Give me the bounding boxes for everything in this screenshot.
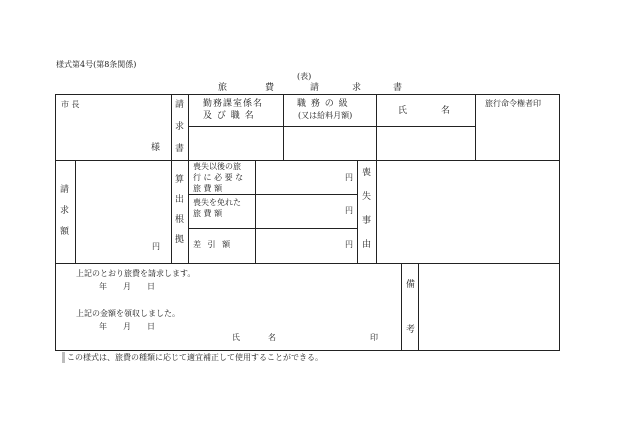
grade-header: (又は給料月額) — [298, 111, 353, 120]
vertical-char: 出 — [175, 195, 185, 205]
v-line — [188, 94, 189, 263]
name-header: 名 — [441, 106, 451, 116]
vertical-char: 備 — [406, 280, 416, 290]
item1-label: 旅 費 額 — [193, 184, 223, 193]
v-line — [283, 94, 284, 160]
authority-header: 旅行命令権者印 — [485, 99, 541, 108]
yen-label: 円 — [345, 206, 353, 215]
sign-name-label: 名 — [268, 333, 276, 342]
vertical-char: 額 — [60, 227, 70, 237]
statement-request: 上記のとおり旅費を請求します。 — [76, 269, 196, 278]
date-year: 年 — [99, 282, 107, 291]
vertical-char: 請 — [175, 100, 185, 110]
item2-label: 旅 費 額 — [193, 209, 223, 218]
sign-name-label: 氏 — [232, 333, 240, 342]
v-line — [376, 160, 377, 263]
statement-receipt: 上記の金額を領収しました。 — [76, 309, 180, 318]
border-bottom — [55, 350, 560, 351]
h-line — [188, 126, 475, 127]
vertical-char: 事 — [362, 216, 372, 226]
h-line — [55, 160, 560, 161]
mayor-label: 市 長 — [61, 100, 80, 109]
v-line — [357, 160, 358, 263]
date-month: 月 — [123, 282, 131, 291]
title-char: 旅 — [218, 83, 228, 93]
vertical-char: 請 — [60, 185, 70, 195]
side-label: (表) — [297, 72, 312, 81]
form-number: 様式第4号(第8条関係) — [56, 60, 137, 69]
border-top — [55, 94, 560, 95]
v-line — [418, 263, 419, 351]
vertical-char: 求 — [175, 122, 185, 132]
date-year: 年 — [99, 322, 107, 331]
v-line — [171, 94, 172, 263]
border-right — [559, 94, 560, 351]
date-day: 日 — [147, 282, 155, 291]
vertical-char: 由 — [362, 240, 372, 250]
vertical-char: 考 — [406, 325, 416, 335]
title-char: 求 — [352, 83, 362, 93]
item1-label: 喪失以後の旅 — [193, 162, 241, 171]
v-line — [255, 160, 256, 263]
title-char: 請 — [310, 83, 320, 93]
item1-label: 行 に 必 要 な — [193, 173, 244, 182]
v-line — [475, 94, 476, 160]
yen-label: 円 — [345, 240, 353, 249]
vertical-char: 書 — [175, 144, 185, 154]
name-header: 氏 — [398, 106, 408, 116]
v-line — [401, 263, 402, 351]
border-left — [55, 94, 56, 351]
grade-header: 職 務 の 級 — [297, 99, 349, 109]
h-line — [55, 263, 560, 264]
vertical-char: 根 — [175, 215, 185, 225]
dept-header: 勤務課室係名 — [203, 99, 264, 109]
seal-label: 印 — [370, 333, 378, 342]
h-line — [188, 228, 357, 229]
dept-header: 及 び 職 名 — [203, 111, 255, 121]
vertical-char: 求 — [60, 206, 70, 216]
title-char: 書 — [393, 83, 403, 93]
vertical-char: 算 — [175, 175, 185, 185]
item3-label: 差 引 額 — [193, 240, 233, 249]
v-line — [75, 160, 76, 263]
h-line — [188, 194, 357, 195]
item2-label: 喪失を免れた — [193, 198, 241, 207]
date-month: 月 — [123, 322, 131, 331]
vertical-char: 喪 — [362, 168, 372, 178]
sama-label: 様 — [151, 143, 161, 153]
footnote: この様式は、旅費の種類に応じて適宜補正して使用することができる。 — [67, 353, 323, 362]
yen-label: 円 — [345, 173, 353, 182]
date-day: 日 — [147, 322, 155, 331]
vertical-char: 拠 — [175, 235, 185, 245]
title-char: 費 — [265, 83, 275, 93]
yen-label: 円 — [152, 242, 160, 251]
vertical-char: 失 — [362, 192, 372, 202]
footnote-marker — [62, 352, 65, 363]
v-line — [376, 94, 377, 160]
